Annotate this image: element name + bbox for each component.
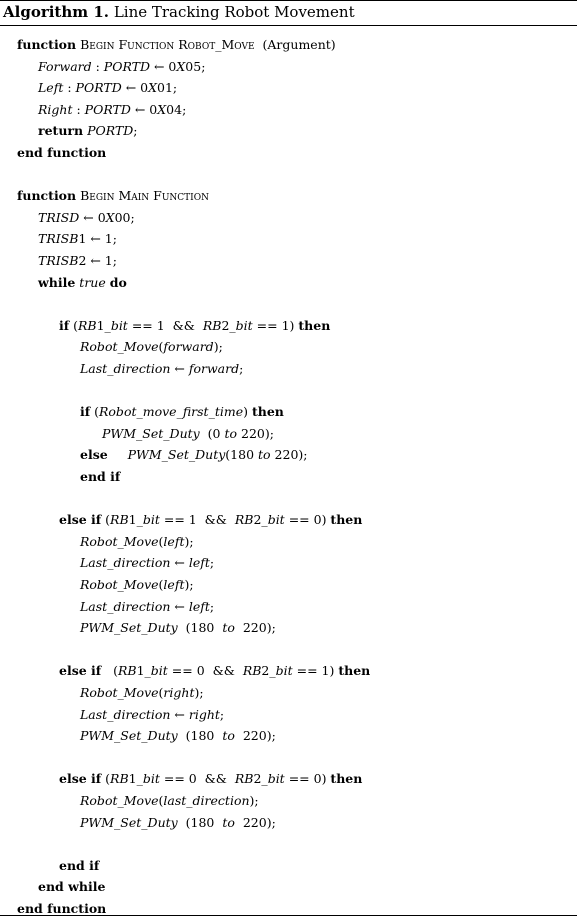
keyword: end if [59,857,100,873]
identifier: RB [234,512,254,528]
code-text: 1_ [128,512,143,528]
code-text: ← [170,361,189,376]
code-text: ( [101,771,111,787]
pseudocode-line [38,272,127,294]
code-text: == 1) [252,317,299,333]
algorithm-caption [3,3,355,21]
pseudocode-line [80,682,204,704]
identifier: RB [234,771,254,787]
identifier: bit [267,771,285,787]
code-text: ( [158,577,164,592]
code-text: ( [158,339,164,355]
identifier: Last_direction [80,706,171,722]
pseudocode-line [38,250,117,272]
code-text: ; [133,123,138,139]
code-text: == 1) [292,663,339,679]
keyword: return [38,123,84,139]
code-text: 1_ [128,771,143,787]
pseudocode-line [80,704,224,726]
identifier: right [188,706,220,722]
identifier: PWM_Set_Duty [80,620,178,636]
identifier: TRISB [38,231,79,247]
keyword: end if [80,469,121,484]
code-text: ( [158,533,164,549]
keyword: if [80,404,91,420]
pseudocode-line [102,423,274,445]
identifier: PORTD [84,101,131,117]
code-text: 220); [237,425,274,441]
code-text: 00; [114,209,135,225]
pseudocode-line [38,99,186,121]
identifier: RB [110,512,129,528]
identifier: PWM_Set_Duty [102,425,200,441]
pseudocode-line [59,315,330,337]
keyword: then [298,317,331,333]
code-text: ); [194,685,204,700]
code-text: : [63,80,76,96]
function-name: Begin Main Function [80,188,209,204]
identifier: Right [38,101,73,117]
identifier: left [163,577,185,592]
code-text: 2_ [221,317,236,333]
pseudocode-line [38,77,177,99]
identifier: TRISB [38,253,79,268]
code-text: 220); [234,814,276,830]
identifier: to [222,814,235,830]
pseudocode-line [80,574,194,596]
algorithm-label: Algorithm 1. [3,3,110,21]
identifier: X [105,209,115,225]
code-text: ); [213,339,223,355]
code-text: 05; [185,58,206,74]
code-text: == 0 && [159,771,235,787]
identifier: to [224,425,238,441]
keyword: then [330,512,363,528]
identifier: left [163,533,185,549]
code-text: ); [249,793,259,808]
pseudocode-line [80,596,214,618]
code-text: ← 0 [79,209,106,225]
code-text: 2_ [253,771,268,787]
identifier: Robot_Move [80,577,159,592]
code-text: ← [170,555,189,571]
keyword: end function [17,145,107,160]
function-name: Begin Function Robot_Move [80,37,255,52]
pseudocode-line [38,207,135,229]
pseudocode-line [80,466,120,488]
code-text: (Argument) [254,37,336,52]
code-text: (180 [177,620,223,636]
identifier: Forward [38,58,92,74]
identifier: forward [188,361,240,376]
top-rule [0,0,577,1]
identifier: last_direction [163,793,250,808]
pseudocode-line [80,531,194,553]
keyword: else if [59,512,102,528]
code-text: ( [101,512,111,528]
code-text: 220); [234,728,276,744]
code-text: (180 [177,728,223,744]
pseudocode-line [38,876,105,898]
identifier: PORTD [103,58,151,74]
identifier: Robot_Move [80,685,159,700]
keyword: then [338,663,371,679]
identifier: forward [163,339,214,355]
identifier: to [258,447,271,463]
code-text: ); [184,533,194,549]
code-text: (0 [199,425,225,441]
identifier: Last_direction [80,555,171,571]
code-text: ; [239,361,244,376]
code-text: ) [243,404,252,420]
code-text: ( [158,793,164,808]
code-text: ; [209,555,215,571]
identifier: RB [110,771,129,787]
identifier: TRISD [38,209,80,225]
caption-rule [0,25,577,26]
pseudocode-line [80,812,276,834]
code-text: 1 ← 1; [78,231,117,247]
code-text: == 1 && [127,317,203,333]
identifier: bit [142,512,160,528]
code-text: ; [219,706,225,722]
code-text: ← 0 [121,80,149,96]
pseudocode-line [59,855,99,877]
pseudocode-line [80,358,243,380]
code-text: : [91,58,104,74]
code-text: ← [170,706,189,722]
code-text: 2_ [261,663,276,679]
identifier: left [188,598,210,614]
code-text: ( [158,685,164,700]
code-text [108,447,128,462]
identifier: Robot_Move [80,339,159,355]
pseudocode-line [80,444,307,466]
pseudocode-line [17,898,106,920]
code-text: 220); [234,620,276,636]
identifier: Robot_Move [80,533,159,549]
code-text: (180 [225,447,258,463]
identifier: Last_direction [80,361,171,376]
pseudocode-line [80,336,223,358]
code-text: 01; [157,80,178,96]
keyword: end while [38,879,106,895]
pseudocode-line [80,725,276,747]
identifier: bit [275,663,293,679]
identifier: left [188,555,210,571]
code-text: == 1 && [159,512,235,528]
bottom-rule [0,915,577,916]
keyword: do [109,274,127,290]
keyword: else [80,447,108,463]
identifier: true [79,274,106,290]
code-text: (180 [177,814,223,830]
code-text: 1_ [136,663,151,679]
code-text: 2_ [253,512,268,528]
code-text: == 0 && [167,663,243,679]
pseudocode-line [38,228,117,250]
code-text: 220); [270,447,308,463]
code-text: ← 0 [130,101,158,117]
keyword: then [251,404,284,420]
identifier: PWM_Set_Duty [80,814,178,830]
identifier: to [222,728,235,744]
code-text: ( [90,404,99,420]
code-text: ; [209,598,215,614]
pseudocode-line [80,552,214,574]
keyword: function [17,37,77,52]
keyword: end function [17,901,107,916]
identifier: RB [117,663,137,679]
keyword: function [17,188,77,204]
identifier: bit [110,317,128,333]
pseudocode-line [38,56,205,78]
identifier: Left [38,80,64,96]
identifier: RB [78,317,97,333]
pseudocode-line [59,509,362,531]
pseudocode-line [17,142,106,164]
identifier: RB [202,317,222,333]
pseudocode-line [17,185,209,207]
code-text: == 0) [284,512,331,528]
keyword: else if [59,663,102,679]
code-text: ← 0 [150,58,177,74]
identifier: RB [242,663,262,679]
pseudocode-line [59,768,362,790]
identifier: bit [267,512,285,528]
identifier: bit [235,317,253,333]
keyword: then [330,771,363,787]
identifier: PORTD [87,123,134,139]
identifier: bit [150,663,168,679]
code-text: == 0) [284,771,331,787]
pseudocode-line [80,401,284,423]
code-text: ( [101,663,118,679]
identifier: bit [142,771,160,787]
pseudocode-line [59,660,370,682]
pseudocode-line [17,34,336,56]
identifier: PORTD [75,80,122,96]
code-text: 04; [166,101,187,117]
code-text: 1_ [96,317,111,333]
pseudocode-line [80,790,259,812]
pseudocode-line [80,617,276,639]
code-text: ( [69,317,78,333]
identifier: X [148,80,158,96]
code-text: : [72,101,85,117]
identifier: Robot_move_first_time [99,404,244,420]
identifier: right [163,685,195,700]
identifier: to [222,620,235,636]
keyword: else if [59,771,102,787]
code-text: ← [170,598,189,614]
keyword: if [59,317,70,333]
pseudocode-line [38,120,138,142]
identifier: Robot_Move [80,793,159,808]
identifier: Last_direction [80,598,171,614]
identifier: X [176,58,186,74]
identifier: PWM_Set_Duty [127,447,226,463]
keyword: while [38,274,76,290]
algorithm-title: Line Tracking Robot Movement [113,3,355,21]
code-text: 2 ← 1; [78,253,117,268]
identifier: PWM_Set_Duty [80,728,178,744]
code-text: ); [184,577,194,592]
identifier: X [157,101,167,117]
